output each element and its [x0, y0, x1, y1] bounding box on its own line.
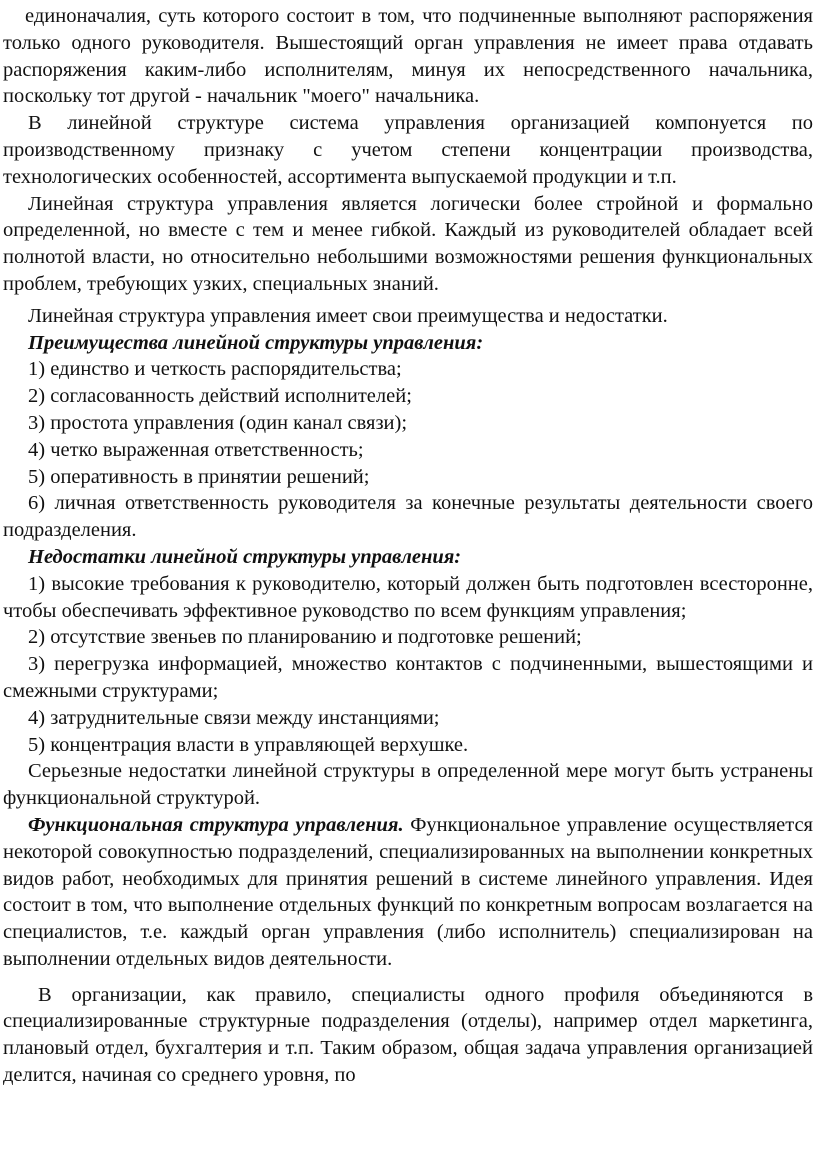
functional-heading: Функциональная структура управления. — [28, 813, 404, 836]
functional-text: Функциональное управление осуществляется некоторой совокупностью подразделений, специализированных на выполнении конкретных видов работ, необходимых для принятия решений в системе линейного управления. Идея состоит в том, что выполнение отдельных функций по конкретным вопросам возлагается на специалистов, т.е. каждый орган управления (либо исполнитель) специализирован на выполнении отдельных видов деятельности. — [3, 813, 813, 970]
advantage-item: 1) единство и четкость распорядительства; — [28, 358, 402, 381]
disadvantage-item: 5) концентрация власти в управляющей верхушке. — [28, 733, 469, 756]
paragraph-unity-of-command: единоначалия, суть которого состоит в том, что подчиненные выполняют распоряжения только одного руководителя. Вышестоящий орган управления не имеет права отдавать распоряжения каким-либо исполнителям, минуя их непосредственного начальника, поскольку тот другой - начальник "моего" начальника. — [3, 5, 813, 108]
disadvantage-item: 3) перегрузка информацией, множество контактов с подчиненными, вышестоящими и смежными структурами; — [3, 653, 813, 702]
paragraph-linear-structure-composition: В линейной структуре система управления организацией компонуется по производственному признаку с учетом степени концентрации производства, технологических особенностей, ассортимента выпускаемой продукции и т.п. — [3, 112, 813, 188]
paragraph-conclusion: Серьезные недостатки линейной структуры в определенной мере могут быть устранены функциональной структурой. — [3, 760, 813, 810]
paragraph-final: В организации, как правило, специалисты одного профиля объединяются в специализированные структурные подразделения (отделы), например отдел маркетинга, плановый отдел, бухгалтерия и т.п. Таким образом, общая задача управления организацией делится, начиная со среднего уровня, по — [3, 983, 813, 1087]
disadvantages-heading: Недостатки линейной структуры управления: — [28, 545, 462, 568]
paragraph-pros-cons-intro: Линейная структура управления имеет свои преимущества и недостатки. — [28, 304, 668, 327]
disadvantage-item: 1) высокие требования к руководителю, который должен быть подготовлен всесторонне, чтобы обеспечивать эффективное руководство по всем функциям управления; — [3, 572, 813, 622]
disadvantage-item: 2) отсутствие звеньев по планированию и подготовке решений; — [28, 626, 582, 649]
advantage-item: 5) оперативность в принятии решений; — [28, 465, 370, 488]
paragraph-linear-structure-properties: Линейная структура управления является логически более стройной и формально определенной, но вместе с тем и менее гибкой. Каждый из руководителей обладает всей полнотой власти, но относительно небольшими возможностями решения функциональных проблем, требующих узких, специальных знаний. — [3, 192, 813, 295]
advantages-heading: Преимущества линейной структуры управления: — [28, 331, 484, 354]
advantage-item: 6) личная ответственность руководителя за конечные результаты деятельности своего подразделения. — [3, 492, 813, 542]
advantage-item: 2) согласованность действий исполнителей; — [28, 385, 412, 408]
advantage-item: 4) четко выраженная ответственность; — [28, 438, 364, 461]
paragraph-functional-structure — [3, 812, 813, 973]
disadvantage-item: 4) затруднительные связи между инстанциями; — [28, 706, 440, 729]
advantage-item: 3) простота управления (один канал связи); — [28, 411, 408, 434]
